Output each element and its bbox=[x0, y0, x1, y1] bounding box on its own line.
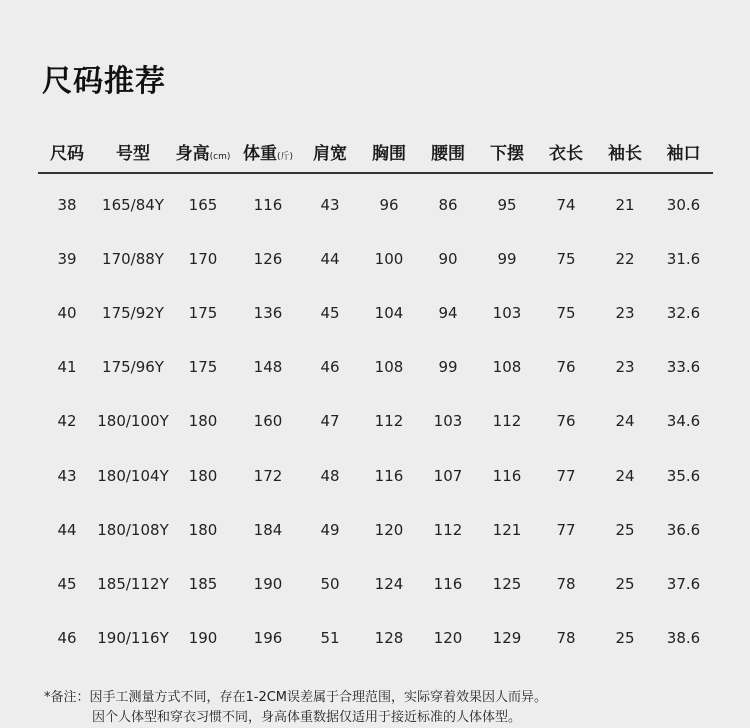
table-cell: 165 bbox=[188, 196, 218, 215]
size-chart-table bbox=[38, 130, 713, 665]
table-cell: 49 bbox=[320, 520, 340, 539]
table-cell: 120 bbox=[374, 520, 404, 539]
table-cell: 41 bbox=[57, 358, 77, 377]
table-row bbox=[38, 557, 713, 611]
column-header-label: 胸围 bbox=[372, 143, 406, 164]
table-cell: 95 bbox=[497, 196, 517, 215]
column-header-label: 袖口 bbox=[666, 143, 701, 164]
table-cell: 190 bbox=[188, 628, 218, 647]
column-header-label: 号型 bbox=[116, 143, 150, 164]
column-header bbox=[236, 139, 300, 164]
column-header-label: 体重 bbox=[242, 143, 277, 164]
table-cell: 180/104Y bbox=[97, 466, 169, 485]
table-body bbox=[38, 174, 713, 665]
table-cell: 34.6 bbox=[666, 412, 701, 431]
table-cell: 77 bbox=[556, 466, 576, 485]
table-cell: 126 bbox=[253, 250, 283, 269]
table-cell: 44 bbox=[57, 520, 77, 539]
table-cell: 185/112Y bbox=[97, 574, 169, 593]
table-cell: 78 bbox=[556, 628, 576, 647]
table-row bbox=[38, 611, 713, 665]
table-row bbox=[38, 448, 713, 502]
column-header bbox=[38, 139, 96, 164]
table-cell: 185 bbox=[188, 574, 218, 593]
column-header bbox=[654, 139, 713, 164]
column-header bbox=[478, 139, 536, 164]
table-cell: 76 bbox=[556, 358, 576, 377]
table-row bbox=[38, 232, 713, 286]
column-header-label: 衣长 bbox=[549, 143, 583, 164]
table-cell: 46 bbox=[57, 628, 77, 647]
column-header bbox=[536, 139, 596, 164]
column-header bbox=[300, 139, 360, 164]
column-header-label: 袖长 bbox=[608, 143, 642, 164]
table-cell: 23 bbox=[615, 304, 635, 323]
table-cell: 175 bbox=[188, 304, 218, 323]
table-cell: 43 bbox=[320, 196, 340, 215]
column-header-label: 腰围 bbox=[431, 143, 465, 164]
table-row bbox=[38, 394, 713, 448]
table-cell: 190 bbox=[253, 574, 283, 593]
table-cell: 172 bbox=[253, 466, 283, 485]
table-cell: 90 bbox=[438, 250, 458, 269]
table-row bbox=[38, 340, 713, 394]
table-cell: 108 bbox=[492, 358, 522, 377]
table-cell: 86 bbox=[438, 196, 458, 215]
table-cell: 32.6 bbox=[666, 304, 701, 323]
table-cell: 22 bbox=[615, 250, 635, 269]
remark-line-1: *备注：因手工测量方式不同，存在1-2CM误差属于合理范围，实际穿着效果因人而异。 bbox=[44, 690, 548, 705]
table-cell: 184 bbox=[253, 520, 283, 539]
column-header bbox=[418, 139, 478, 164]
table-cell: 74 bbox=[556, 196, 576, 215]
table-cell: 148 bbox=[253, 358, 283, 377]
table-cell: 40 bbox=[57, 304, 77, 323]
table-cell: 160 bbox=[253, 412, 283, 431]
table-cell: 78 bbox=[556, 574, 576, 593]
table-cell: 112 bbox=[492, 412, 522, 431]
column-header bbox=[360, 139, 418, 164]
table-header bbox=[38, 130, 713, 174]
table-cell: 108 bbox=[374, 358, 404, 377]
table-cell: 128 bbox=[374, 628, 404, 647]
table-cell: 100 bbox=[374, 250, 404, 269]
table-cell: 38 bbox=[57, 196, 77, 215]
table-cell: 25 bbox=[615, 520, 635, 539]
table-cell: 175 bbox=[188, 358, 218, 377]
table-cell: 170 bbox=[188, 250, 218, 269]
table-cell: 24 bbox=[615, 412, 635, 431]
table-cell: 103 bbox=[433, 412, 463, 431]
table-cell: 190/116Y bbox=[97, 628, 169, 647]
page-title: 尺码推荐 bbox=[42, 64, 166, 99]
table-cell: 175/96Y bbox=[102, 358, 164, 377]
table-cell: 43 bbox=[57, 466, 77, 485]
column-header-unit: (斤) bbox=[276, 151, 294, 162]
table-cell: 124 bbox=[374, 574, 404, 593]
table-cell: 94 bbox=[438, 304, 458, 323]
column-header-label: 尺码 bbox=[50, 143, 84, 164]
table-cell: 23 bbox=[615, 358, 635, 377]
table-cell: 103 bbox=[492, 304, 522, 323]
table-cell: 46 bbox=[320, 358, 340, 377]
table-cell: 38.6 bbox=[666, 628, 701, 647]
table-cell: 180 bbox=[188, 412, 218, 431]
table-cell: 39 bbox=[57, 250, 77, 269]
table-cell: 196 bbox=[253, 628, 283, 647]
table-cell: 180 bbox=[188, 466, 218, 485]
table-cell: 37.6 bbox=[666, 574, 701, 593]
table-cell: 75 bbox=[556, 250, 576, 269]
table-cell: 121 bbox=[492, 520, 522, 539]
table-cell: 21 bbox=[615, 196, 635, 215]
table-cell: 116 bbox=[492, 466, 522, 485]
column-header-unit: (cm) bbox=[209, 151, 231, 162]
column-header-label: 身高 bbox=[175, 143, 210, 164]
table-cell: 30.6 bbox=[666, 196, 701, 215]
remark-line-2: 因个人体型和穿衣习惯不同，身高体重数据仅适用于接近标准的人体体型。 bbox=[92, 710, 522, 725]
table-cell: 165/84Y bbox=[102, 196, 164, 215]
column-header bbox=[96, 139, 170, 164]
column-header bbox=[170, 139, 236, 164]
table-cell: 77 bbox=[556, 520, 576, 539]
table-cell: 170/88Y bbox=[102, 250, 164, 269]
table-cell: 24 bbox=[615, 466, 635, 485]
table-row bbox=[38, 503, 713, 557]
table-cell: 129 bbox=[492, 628, 522, 647]
table-cell: 36.6 bbox=[666, 520, 701, 539]
table-cell: 136 bbox=[253, 304, 283, 323]
table-cell: 104 bbox=[374, 304, 404, 323]
table-cell: 96 bbox=[379, 196, 399, 215]
table-cell: 116 bbox=[374, 466, 404, 485]
table-cell: 180/108Y bbox=[97, 520, 169, 539]
remark-note bbox=[44, 688, 547, 728]
table-cell: 180 bbox=[188, 520, 218, 539]
table-row bbox=[38, 178, 713, 232]
table-cell: 47 bbox=[320, 412, 340, 431]
table-cell: 45 bbox=[57, 574, 77, 593]
column-header-label: 下摆 bbox=[490, 143, 524, 164]
table-row bbox=[38, 286, 713, 340]
table-cell: 76 bbox=[556, 412, 576, 431]
table-cell: 25 bbox=[615, 628, 635, 647]
table-cell: 50 bbox=[320, 574, 340, 593]
table-cell: 99 bbox=[497, 250, 517, 269]
table-cell: 31.6 bbox=[666, 250, 701, 269]
table-cell: 42 bbox=[57, 412, 77, 431]
table-cell: 45 bbox=[320, 304, 340, 323]
column-header-label: 肩宽 bbox=[313, 143, 347, 164]
column-header bbox=[596, 139, 654, 164]
table-cell: 112 bbox=[433, 520, 463, 539]
table-cell: 116 bbox=[433, 574, 463, 593]
table-cell: 125 bbox=[492, 574, 522, 593]
table-cell: 33.6 bbox=[666, 358, 701, 377]
table-cell: 51 bbox=[320, 628, 340, 647]
table-cell: 44 bbox=[320, 250, 340, 269]
table-cell: 48 bbox=[320, 466, 340, 485]
table-cell: 99 bbox=[438, 358, 458, 377]
table-cell: 25 bbox=[615, 574, 635, 593]
table-cell: 107 bbox=[433, 466, 463, 485]
table-cell: 116 bbox=[253, 196, 283, 215]
table-cell: 75 bbox=[556, 304, 576, 323]
table-cell: 112 bbox=[374, 412, 404, 431]
table-cell: 175/92Y bbox=[102, 304, 164, 323]
table-cell: 180/100Y bbox=[97, 412, 169, 431]
table-cell: 35.6 bbox=[666, 466, 701, 485]
table-cell: 120 bbox=[433, 628, 463, 647]
